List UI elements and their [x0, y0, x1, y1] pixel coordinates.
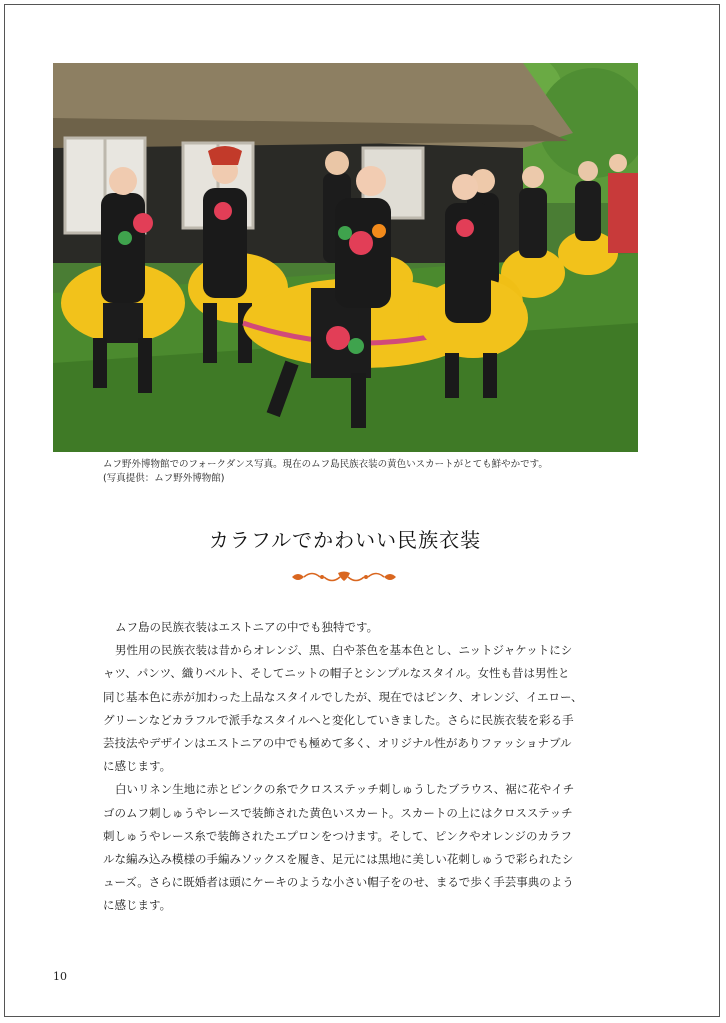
caption-credit: (写真提供：ムフ野外博物館) — [103, 473, 225, 484]
body-text — [103, 616, 595, 918]
body-line: 刺しゅうやレース糸で装飾されたエプロンをつけます。そして、ピンクやオレンジのカラフ — [103, 828, 572, 843]
body-line: 芸技法やデザインはエストニアの中でも極めて多く、オリジナル性がありファッショナブル — [103, 736, 572, 751]
body-line: 男性用の民族衣装は昔からオレンジ、黒、白や茶色を基本色とし、ニットジャケットにシ — [115, 643, 573, 658]
body-line: に感じます。 — [103, 759, 172, 774]
folk-dance-photo — [53, 63, 638, 452]
section-title: カラフルでかわいい民族衣装 — [208, 528, 482, 552]
body-line: ューズ。さらに既婚者は頭にケーキのような小さい帽子をのせ、まるで歩く手芸事典のよう — [103, 875, 574, 890]
body-line: に感じます。 — [103, 898, 172, 913]
body-line: ャツ、パンツ、織りベルト、そしてニットの帽子とシンプルなスタイル。女性も昔は男性と — [103, 666, 570, 681]
body-line: ルな編み込み模様の手編みソックスを履き、足元には黒地に美しい花刺しゅうで彩られたシ — [103, 852, 574, 867]
caption-line: ムフ野外博物館でのフォークダンス写真。現在のムフ島民族衣装の黄色いスカートがとても鮮やかです。 — [103, 459, 548, 470]
body-line: ムフ島の民族衣装はエストニアの中でも独特です。 — [115, 620, 379, 634]
body-line: ゴのムフ刺しゅうやレースで装飾された黄色いスカート。スカートの上にはクロスステッチ — [103, 805, 573, 820]
photo-caption — [103, 458, 623, 486]
photo-illustration — [53, 63, 638, 452]
body-line: 白いリネン生地に赤とピンクの糸でクロスステッチ刺しゅうしたブラウス、裾に花やイチ — [115, 782, 575, 797]
body-line: グリーンなどカラフルで派手なスタイルへと変化していきました。さらに民族衣装を彩る手 — [103, 712, 574, 727]
ornament-divider-icon — [290, 570, 398, 584]
body-line: 同じ基本色に赤が加わった上品なスタイルでしたが、現在ではピンク、オレンジ、イエロー、 — [103, 689, 583, 704]
page-number: 10 — [53, 970, 67, 983]
